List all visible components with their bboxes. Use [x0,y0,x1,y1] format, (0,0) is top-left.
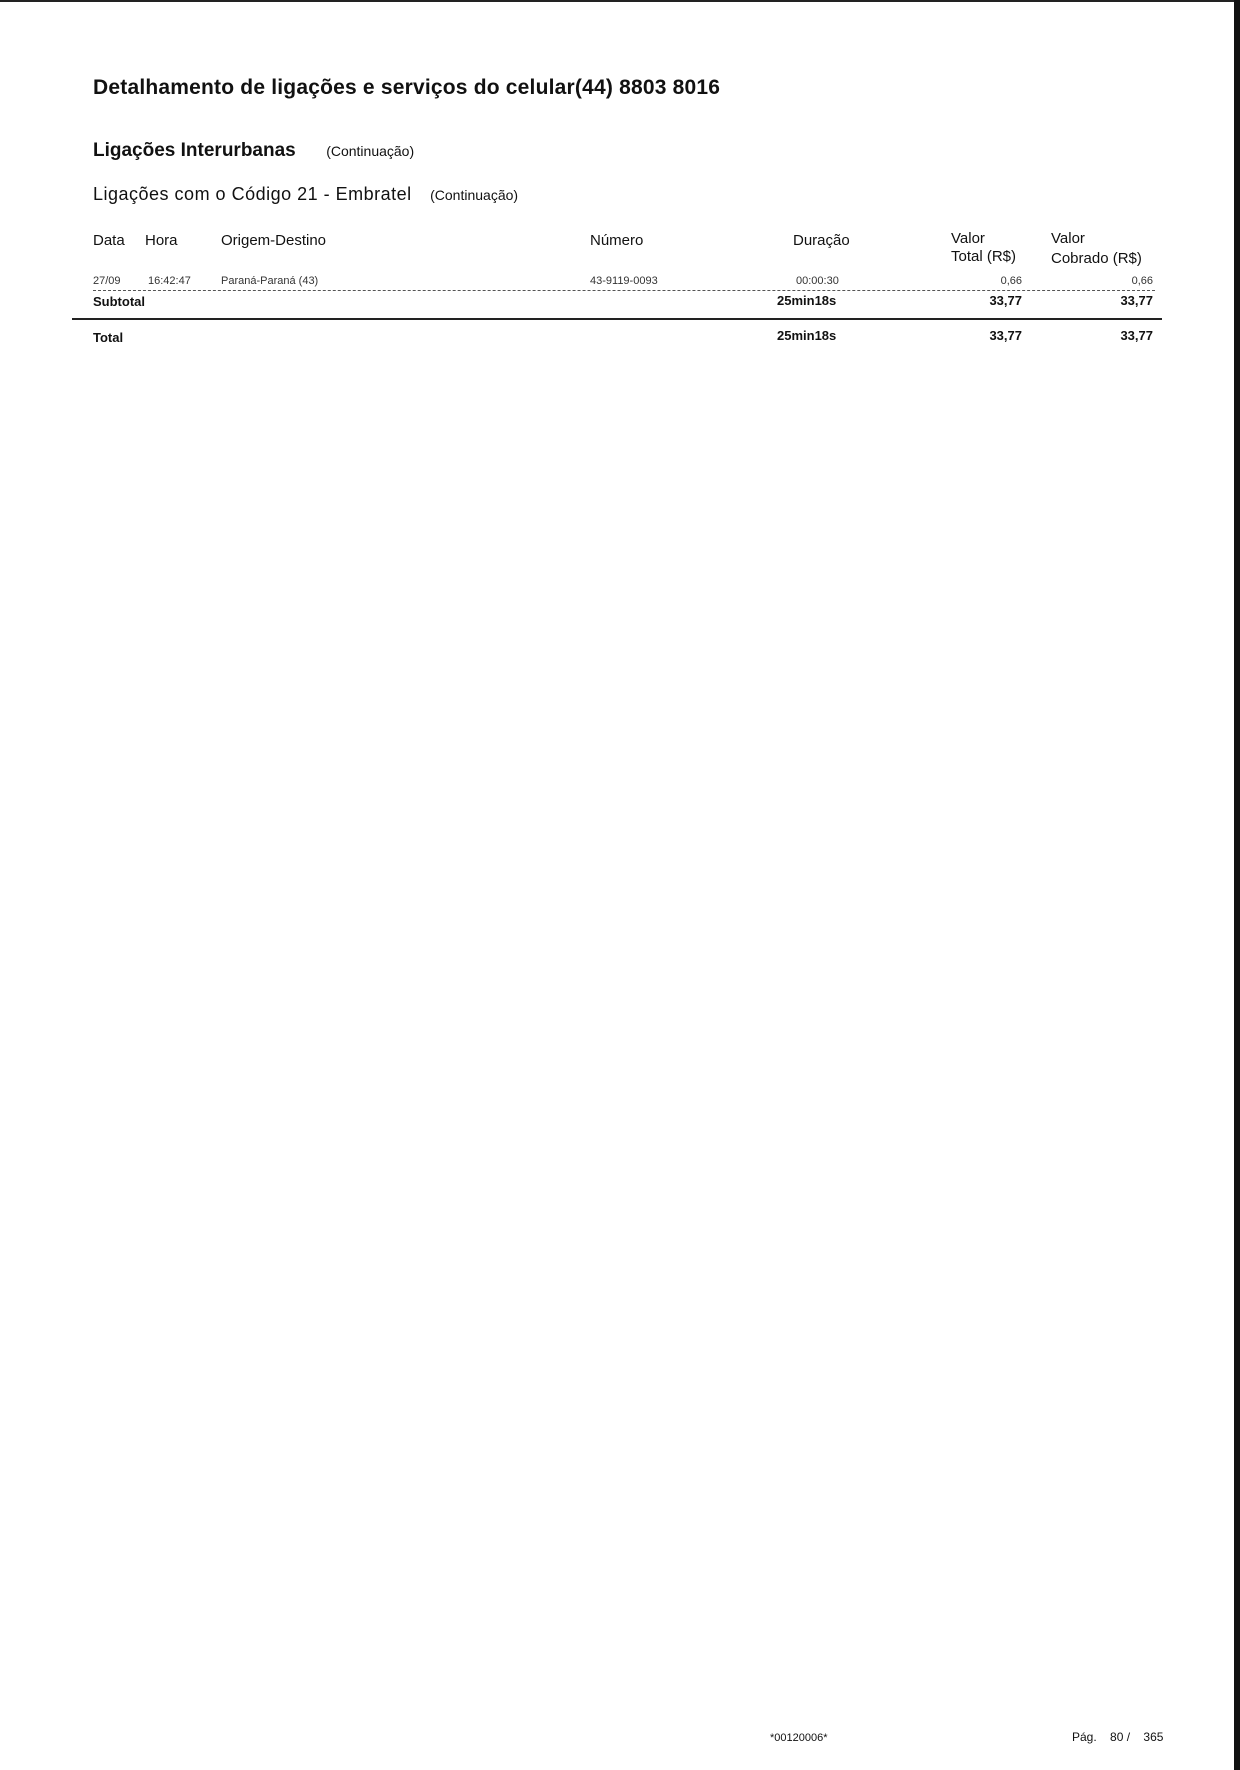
document-title: Detalhamento de ligações e serviços do celular(44) 8803 8016 [93,76,721,99]
subtotal-label: Subtotal [93,294,145,309]
subtotal-valor-total: 33,77 [989,293,1022,308]
column-header-duracao: Duração [793,232,850,249]
total-divider [72,318,1162,320]
cell-valor-total: 0,66 [1000,275,1022,287]
subtotal-valor-cobrado: 33,77 [1120,293,1153,308]
page-current: 80 / [1110,1730,1131,1744]
page-right-edge [1234,0,1240,1770]
cell-valor-cobrado: 0,66 [1131,275,1153,287]
page-total: 365 [1143,1730,1164,1744]
page-label: Pág. [1072,1730,1097,1744]
page-number [1072,1730,1173,1744]
section-title: Ligações Interurbanas [93,140,296,161]
column-header-valor-total-line2: Total (R$) [951,248,1017,265]
column-header-valor-cobrado-line2: Cobrado (R$) [1051,250,1142,267]
total-valor-cobrado: 33,77 [1120,328,1153,343]
column-header-valor-cobrado [1051,230,1142,268]
cell-hora: 16:42:47 [148,275,191,287]
subtotal-duracao: 25min18s [777,293,837,308]
cell-data: 27/09 [93,275,121,287]
subsection-continuation: (Continuação) [430,187,519,203]
total-valor-total: 33,77 [989,328,1022,343]
column-header-valor-total [951,230,1016,266]
cell-numero: 43-9119-0093 [590,275,658,287]
page-top-edge [0,0,1240,2]
column-header-origem-destino: Origem-Destino [221,232,327,249]
total-label: Total [93,330,124,345]
row-dotted-leader [93,290,1155,291]
section-continuation: (Continuação) [326,143,415,159]
document-barcode-text: *00120006* [770,1732,828,1744]
column-header-hora: Hora [145,232,178,249]
subsection-heading [93,184,518,205]
column-header-data: Data [93,232,125,249]
column-header-numero: Número [590,232,644,249]
section-heading [93,140,414,162]
column-header-valor-cobrado-line1: Valor [1051,230,1085,247]
cell-origem-destino: Paraná-Paraná (43) [221,275,319,287]
column-header-valor-total-line1: Valor [951,230,985,247]
cell-duracao: 00:00:30 [796,275,839,287]
subsection-title: Ligações com o Código 21 - Embratel [93,184,412,204]
total-duracao: 25min18s [777,328,837,343]
